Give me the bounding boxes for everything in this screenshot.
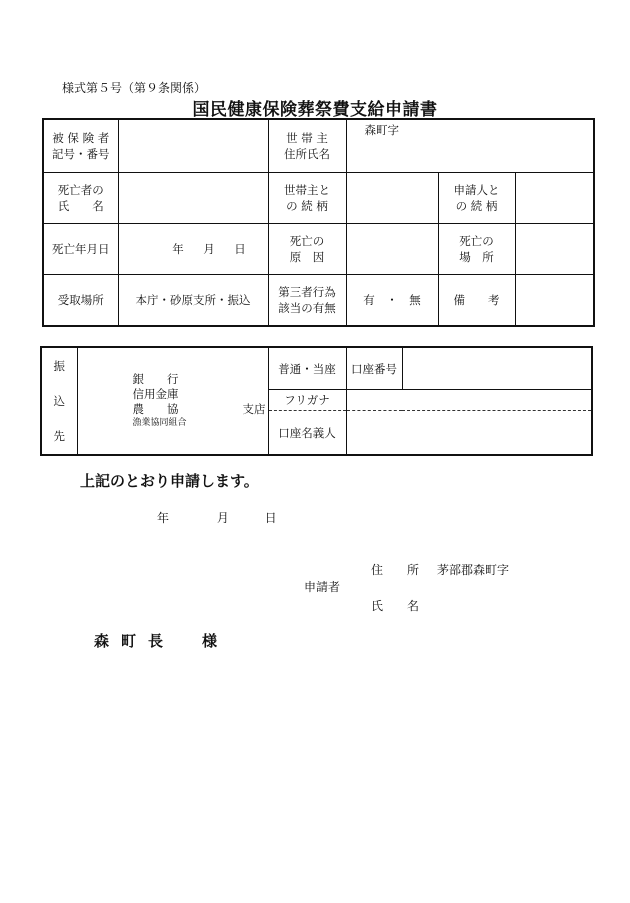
app-date-day: 日 [264, 511, 277, 525]
transfer-table [40, 346, 593, 456]
receipt-place-label: 受取場所 [43, 275, 118, 327]
branch-label: 支店 [242, 402, 266, 416]
bank-field[interactable] [77, 347, 268, 455]
account-holder-label: 口座名義人 [268, 411, 346, 456]
head-relation-label: 世帯主と の 続 柄 [268, 173, 346, 224]
app-date-month: 月 [216, 511, 229, 525]
date-month-label: 月 [203, 242, 215, 256]
death-cause-label: 死亡の 原 因 [268, 224, 346, 275]
transfer-char-2: 込 [53, 393, 65, 408]
death-cause-field[interactable] [346, 224, 438, 275]
household-head-label: 世 帯 主 住所氏名 [268, 119, 346, 173]
applicant-relation-field[interactable] [515, 173, 594, 224]
transfer-char-3: 先 [53, 429, 65, 444]
app-date-year: 年 [157, 511, 170, 525]
account-type-options[interactable]: 普通・当座 [268, 347, 346, 390]
form-number: 様式第５号（第９条関係） [62, 81, 207, 95]
account-holder-field[interactable] [346, 411, 592, 456]
applicant-address-field[interactable]: 茅部郡森町字 [437, 563, 510, 577]
page-title: 国民健康保険葬祭費支給申請書 [192, 100, 438, 120]
application-date[interactable] [157, 509, 277, 526]
shinkin-option: 信用金庫 [132, 387, 179, 401]
head-relation-field[interactable] [346, 173, 438, 224]
household-head-field[interactable]: 森町字 [346, 119, 594, 173]
applicant-label: 申請者 [304, 580, 341, 594]
death-place-field[interactable] [515, 224, 594, 275]
deceased-name-field[interactable] [118, 173, 268, 224]
account-number-label: 口座番号 [346, 347, 402, 390]
third-party-label: 第三者行為 該当の有無 [268, 275, 346, 327]
applicant-address-label: 住 所 [371, 563, 420, 577]
addressee: 森町長 様 [94, 632, 230, 650]
fishery-option: 漁業協同組合 [132, 418, 187, 428]
apply-statement: 上記のとおり申請します。 [80, 472, 259, 490]
account-number-field[interactable] [402, 347, 592, 390]
third-party-yes-no[interactable]: 有 ・ 無 [346, 275, 438, 327]
death-place-label: 死亡の 場 所 [438, 224, 515, 275]
insured-number-field[interactable] [118, 119, 268, 173]
transfer-char-1: 振 [53, 358, 65, 373]
applicant-relation-label: 申請人と の 続 柄 [438, 173, 515, 224]
deceased-name-label: 死亡者の 氏 名 [43, 173, 118, 224]
date-day-label: 日 [234, 242, 246, 256]
death-date-field[interactable] [118, 224, 268, 275]
date-year-label: 年 [172, 242, 184, 256]
nokyo-option: 農 協 [132, 402, 179, 416]
furigana-field[interactable] [346, 390, 592, 411]
applicant-name-label: 氏 名 [371, 599, 420, 613]
receipt-place-options[interactable]: 本庁・砂原支所・振込 [118, 275, 268, 327]
transfer-side-label [41, 347, 77, 455]
insured-number-label: 被 保 険 者 記号・番号 [43, 119, 118, 173]
remarks-field[interactable] [515, 275, 594, 327]
remarks-label: 備 考 [438, 275, 515, 327]
main-form-table [42, 118, 595, 327]
bank-option: 銀 行 [132, 372, 179, 386]
furigana-label: フリガナ [268, 390, 346, 411]
death-date-label: 死亡年月日 [43, 224, 118, 275]
